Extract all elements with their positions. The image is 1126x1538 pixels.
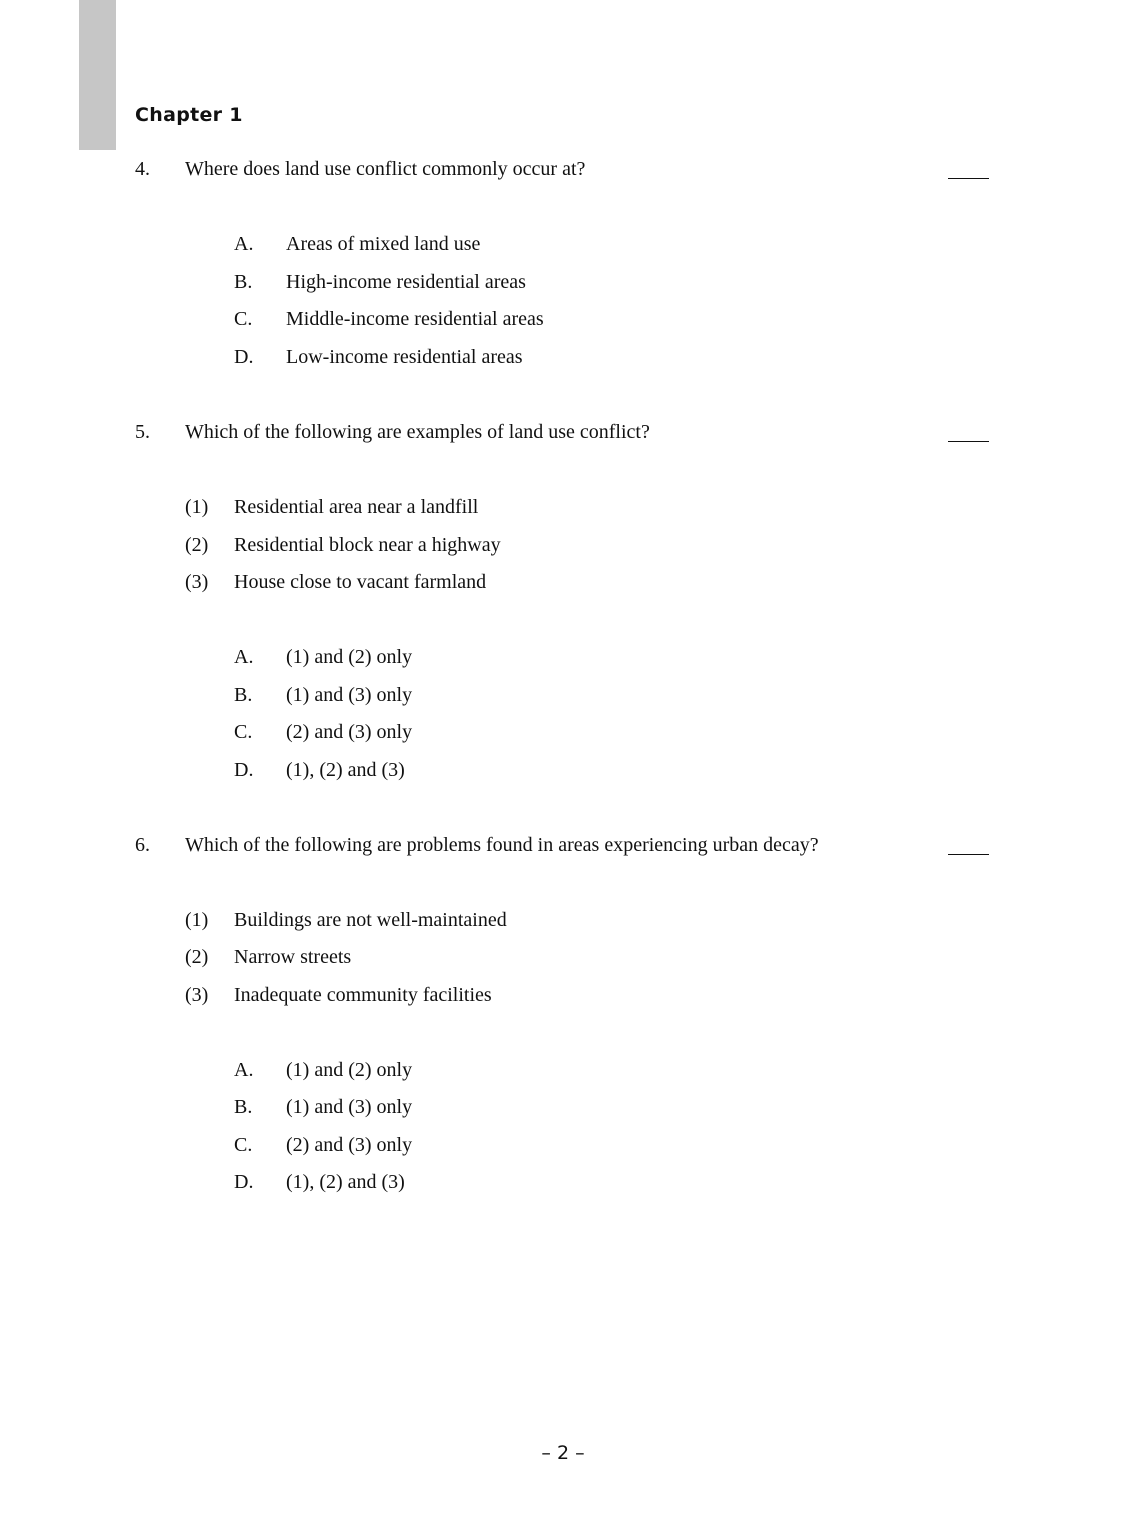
statement-label: (3) bbox=[185, 984, 209, 1006]
answer-blank[interactable] bbox=[948, 178, 989, 179]
statement-label: (1) bbox=[185, 496, 209, 518]
option-letter: A. bbox=[234, 1059, 254, 1081]
page-number: – 2 – bbox=[541, 1442, 585, 1464]
option-text: (1) and (2) only bbox=[286, 1059, 413, 1081]
question-number: 5. bbox=[135, 421, 150, 443]
option-text: (2) and (3) only bbox=[286, 721, 413, 743]
option-letter: B. bbox=[234, 684, 253, 706]
option-text: Middle-income residential areas bbox=[286, 308, 544, 330]
option-letter: C. bbox=[234, 1134, 253, 1156]
question-text: Which of the following are examples of land use conflict? bbox=[185, 421, 650, 443]
option-letter: C. bbox=[234, 721, 253, 743]
chapter-heading: Chapter 1 bbox=[135, 104, 243, 126]
statement-text: House close to vacant farmland bbox=[234, 571, 487, 593]
statement-text: Residential block near a highway bbox=[234, 534, 501, 556]
question-text: Which of the following are problems found in areas experiencing urban decay? bbox=[185, 834, 819, 856]
option-letter: D. bbox=[234, 346, 254, 368]
question-number: 4. bbox=[135, 158, 150, 180]
option-letter: B. bbox=[234, 1096, 253, 1118]
statement-text: Residential area near a landfill bbox=[234, 496, 479, 518]
statement-label: (2) bbox=[185, 534, 209, 556]
option-text: Low-income residential areas bbox=[286, 346, 523, 368]
statement-label: (2) bbox=[185, 946, 209, 968]
option-text: (1), (2) and (3) bbox=[286, 1171, 405, 1193]
statement-text: Inadequate community facilities bbox=[234, 984, 492, 1006]
statement-label: (3) bbox=[185, 571, 209, 593]
option-letter: A. bbox=[234, 646, 254, 668]
option-text: (1), (2) and (3) bbox=[286, 759, 405, 781]
option-letter: A. bbox=[234, 233, 254, 255]
option-letter: C. bbox=[234, 308, 253, 330]
option-text: (1) and (3) only bbox=[286, 684, 413, 706]
answer-blank[interactable] bbox=[948, 854, 989, 855]
statement-text: Narrow streets bbox=[234, 946, 352, 968]
statement-label: (1) bbox=[185, 909, 209, 931]
option-letter: D. bbox=[234, 759, 254, 781]
option-text: (1) and (3) only bbox=[286, 1096, 413, 1118]
option-text: (1) and (2) only bbox=[286, 646, 413, 668]
question-number: 6. bbox=[135, 834, 150, 856]
option-text: High-income residential areas bbox=[286, 271, 526, 293]
option-letter: D. bbox=[234, 1171, 254, 1193]
statement-text: Buildings are not well-maintained bbox=[234, 909, 507, 931]
answer-blank[interactable] bbox=[948, 441, 989, 442]
option-letter: B. bbox=[234, 271, 253, 293]
option-text: Areas of mixed land use bbox=[286, 233, 481, 255]
option-text: (2) and (3) only bbox=[286, 1134, 413, 1156]
chapter-side-tab bbox=[79, 0, 116, 150]
question-text: Where does land use conflict commonly occur at? bbox=[185, 158, 586, 180]
